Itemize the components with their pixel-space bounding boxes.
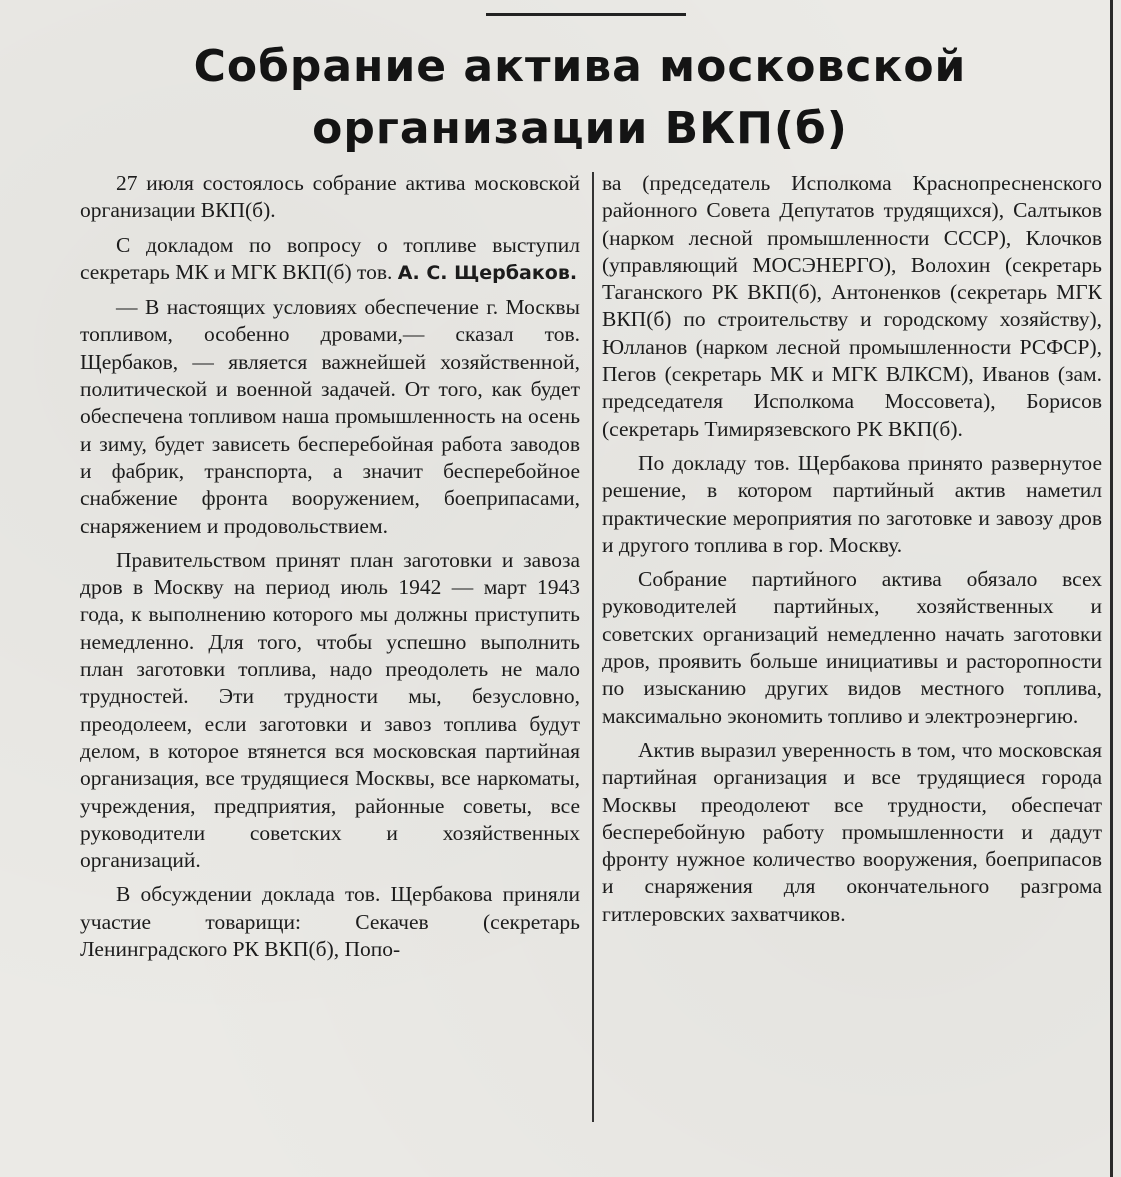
paragraph: 27 июля состоялось собрание актива московской организации ВКП(б). [80,171,580,223]
paragraph: По докладу тов. Щербакова принято развернутое решение, в котором партийный актив наметил практические мероприятия по заготовке и завозу дров и другого топлива в гор. Москву. [602,450,1102,557]
article-headline [60,36,1100,160]
paragraph: Правительством принят план заготовки и завоза дров в Москву на период июль 1942 — март 1943 года, к выполнению которого мы должны приступить немедленно. Для того, чтобы успешно выполнить план заготовки топлива, надо преодолеть не мало трудностей. Эти трудности мы, безусловно, преодолеем, если заготовки и завоз топлива будут делом, в которое втянется вся московская партийная организация, все трудящиеся Москвы, все наркоматы, учреждения, предприятия, районные советы, все руководители советских и хозяйственных организаций. [80,547,580,873]
top-rule [486,13,686,16]
headline-line-2: организации ВКП(б) [312,103,848,154]
paragraph: — В настоящих условиях обеспечение г. Москвы топливом, особенно дровами,— сказал тов. Щербаков, — является важнейшей хозяйственной, политической и военной задачей. От того, как будет обеспечена топливом наша промышленность на осень и зиму, будет зависеть бесперебойная работа заводов и фабрик, транспорта, а значит бесперебойное снабжение фронта вооружением, боеприпасами, снаряжением и продовольствием. [80,295,580,538]
headline-line-1: Собрание актива московской [193,41,967,92]
speaker-name: А. С. Щербаков. [397,261,578,284]
paragraph: В обсуждении доклада тов. Щербакова приняли участие товарищи: Секачев (секретарь Ленинградского РК ВКП(б), Попо- [80,882,580,962]
left-column [80,170,580,970]
page-edge-rule [1110,0,1113,1177]
paragraph: Собрание партийного актива обязало всех руководителей партийных, хозяйственных и советских организаций немедленно начать заготовки дров, проявить больше инициативы и расторопности по изысканию других видов местного топлива, максимально экономить топливо и электроэнергию. [602,567,1102,728]
paragraph: ва (председатель Исполкома Краснопресненского районного Совета Депутатов трудящихся), Салтыков (нарком лесной промышленности СССР), Клочков (управляющий МОСЭНЕРГО), Волохин (секретарь Таганского РК ВКП(б), Антоненков (секретарь МГК ВКП(б) по строительству и городскому хозяйству), Юлланов (нарком лесной промышленности РСФСР), Пегов (секретарь МК и МГК ВЛКСМ), Иванов (зам. председателя Исполкома Моссовета), Борисов (секретарь Тимирязевского РК ВКП(б). [602,171,1102,441]
paragraph-text: С докладом по вопросу о топливе выступил секретарь МК и МГК ВКП(б) тов. [80,232,580,284]
paragraph [80,232,580,288]
column-divider [592,172,594,1122]
right-column [602,170,1102,935]
paragraph: Актив выразил уверенность в том, что московская партийная организация и все трудящиеся города Москвы преодолеют все трудности, обеспечат бесперебойную работу промышленности и дадут фронту нужное количество вооружения, боеприпасов и снаряжения для окончательного разгрома гитлеровских захватчиков. [602,737,1102,926]
